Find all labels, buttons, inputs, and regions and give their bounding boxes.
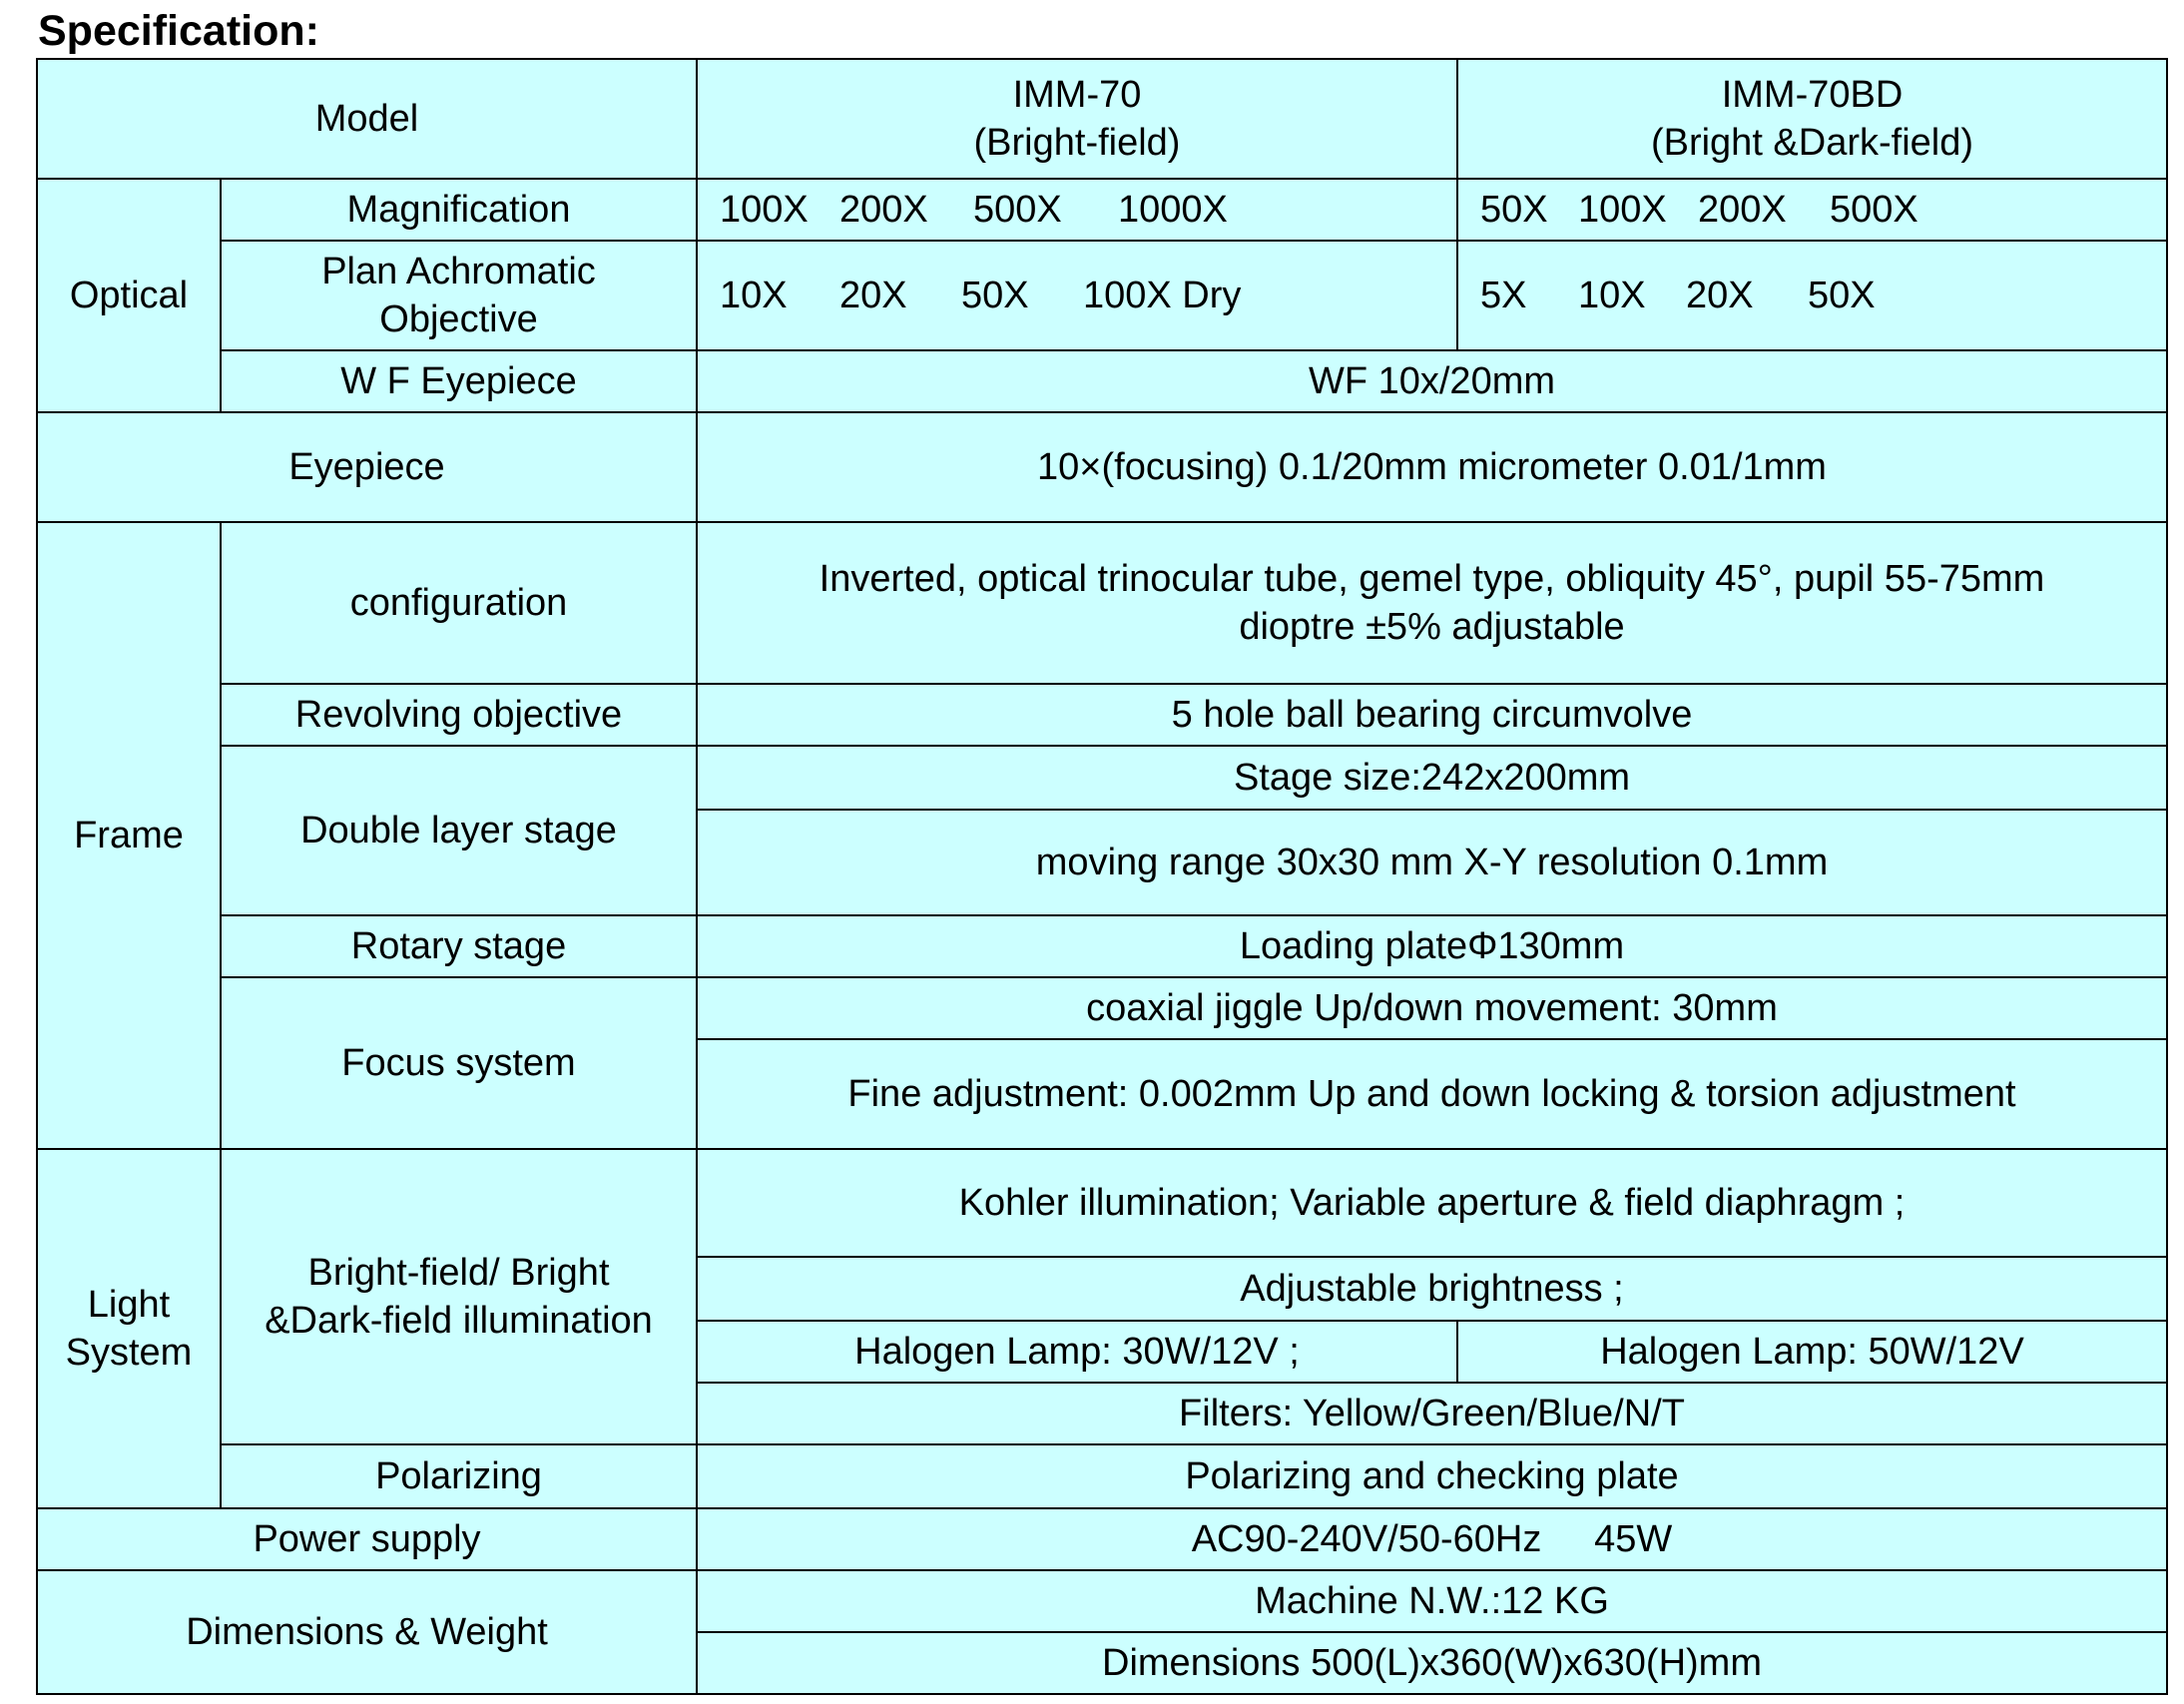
focus-coarse: coaxial jiggle Up/down movement: 30mm [697, 977, 2167, 1039]
stage-range: moving range 30x30 mm X-Y resolution 0.1mm [697, 810, 2167, 915]
filters-value: Filters: Yellow/Green/Blue/N/T [697, 1383, 2167, 1444]
obj-imm70-1: 10X [720, 275, 788, 316]
row-stage-size [37, 746, 2167, 810]
row-weight [37, 1570, 2167, 1632]
halogen-imm70: Halogen Lamp: 30W/12V ; [697, 1321, 1457, 1383]
kohler-value: Kohler illumination; Variable aperture & field diaphragm ; [697, 1149, 2167, 1257]
eyepiece-value: 10×(focusing) 0.1/20mm micrometer 0.01/1mm [697, 412, 2167, 522]
magnification-label: Magnification [221, 179, 697, 241]
page-title: Specification: [38, 7, 319, 55]
illumination-label-line2: &Dark-field illumination [265, 1300, 653, 1342]
objective-label [221, 241, 697, 350]
light-label [37, 1149, 221, 1508]
rotary-value: Loading plateΦ130mm [697, 915, 2167, 977]
illumination-label [221, 1149, 697, 1444]
configuration-value [697, 522, 2167, 684]
power-value: AC90-240V/50-60Hz 45W [697, 1508, 2167, 1570]
wf-eyepiece-label: W F Eyepiece [221, 350, 697, 412]
row-configuration [37, 522, 2167, 684]
obj-imm70-2: 20X [839, 275, 907, 316]
row-polarizing [37, 1444, 2167, 1508]
obj-imm70-4: 100X Dry [1083, 275, 1242, 316]
eyepiece-label: Eyepiece [37, 412, 697, 522]
wf-eyepiece-value: WF 10x/20mm [697, 350, 2167, 412]
row-focus-coarse [37, 977, 2167, 1039]
obj-imm70bd-4: 50X [1808, 275, 1876, 316]
row-objective [37, 241, 2167, 350]
row-eyepiece [37, 412, 2167, 522]
rotary-label: Rotary stage [221, 915, 697, 977]
model-label: Model [37, 59, 697, 179]
row-magnification [37, 179, 2167, 241]
mag-imm70bd-4: 500X [1830, 189, 1918, 231]
halogen-imm70bd: Halogen Lamp: 50W/12V [1457, 1321, 2167, 1383]
model-imm70-desc: (Bright-field) [973, 122, 1181, 164]
specification-table [36, 58, 2168, 1695]
optical-label: Optical [37, 179, 221, 412]
row-model [37, 59, 2167, 179]
focus-label: Focus system [221, 977, 697, 1149]
revolving-value: 5 hole ball bearing circumvolve [697, 684, 2167, 746]
magnification-imm70 [697, 179, 1457, 241]
light-label-line2: System [65, 1332, 193, 1374]
polarizing-value: Polarizing and checking plate [697, 1444, 2167, 1508]
obj-imm70bd-1: 5X [1480, 275, 1527, 316]
row-wf-eyepiece [37, 350, 2167, 412]
objective-imm70 [697, 241, 1457, 350]
illumination-label-line1: Bright-field/ Bright [307, 1252, 610, 1294]
frame-label: Frame [37, 522, 221, 1149]
model-imm70bd-name: IMM-70BD [1721, 74, 1904, 116]
row-rotary [37, 915, 2167, 977]
revolving-label: Revolving objective [221, 684, 697, 746]
model-imm70bd-desc: (Bright &Dark-field) [1650, 122, 1974, 164]
configuration-line2: dioptre ±5% adjustable [1239, 606, 1625, 648]
polarizing-label: Polarizing [221, 1444, 697, 1508]
mag-imm70-2: 200X [839, 189, 928, 231]
dimensions-label: Dimensions & Weight [37, 1570, 697, 1694]
brightness-value: Adjustable brightness ; [697, 1257, 2167, 1321]
row-revolving [37, 684, 2167, 746]
stage-size: Stage size:242x200mm [697, 746, 2167, 810]
magnification-imm70bd [1457, 179, 2167, 241]
mag-imm70bd-1: 50X [1480, 189, 1548, 231]
dimensions-value: Dimensions 500(L)x360(W)x630(H)mm [697, 1632, 2167, 1694]
weight-value: Machine N.W.:12 KG [697, 1570, 2167, 1632]
configuration-label: configuration [221, 522, 697, 684]
objective-label-line1: Plan Achromatic [321, 251, 596, 292]
objective-imm70bd [1457, 241, 2167, 350]
model-imm70bd [1457, 59, 2167, 179]
model-imm70-name: IMM-70 [1012, 74, 1142, 116]
row-kohler [37, 1149, 2167, 1257]
obj-imm70bd-2: 10X [1578, 275, 1646, 316]
mag-imm70bd-2: 100X [1578, 189, 1667, 231]
mag-imm70-1: 100X [720, 189, 809, 231]
power-label: Power supply [37, 1508, 697, 1570]
obj-imm70bd-3: 20X [1686, 275, 1754, 316]
obj-imm70-3: 50X [961, 275, 1029, 316]
model-imm70 [697, 59, 1457, 179]
stage-label: Double layer stage [221, 746, 697, 915]
configuration-line1: Inverted, optical trinocular tube, gemel type, obliquity 45°, pupil 55-75mm [819, 558, 2045, 600]
mag-imm70-3: 500X [973, 189, 1062, 231]
objective-label-line2: Objective [379, 298, 538, 340]
focus-fine: Fine adjustment: 0.002mm Up and down locking & torsion adjustment [697, 1039, 2167, 1149]
mag-imm70bd-3: 200X [1698, 189, 1787, 231]
row-power [37, 1508, 2167, 1570]
light-label-line1: Light [87, 1284, 171, 1326]
mag-imm70-4: 1000X [1118, 189, 1228, 231]
